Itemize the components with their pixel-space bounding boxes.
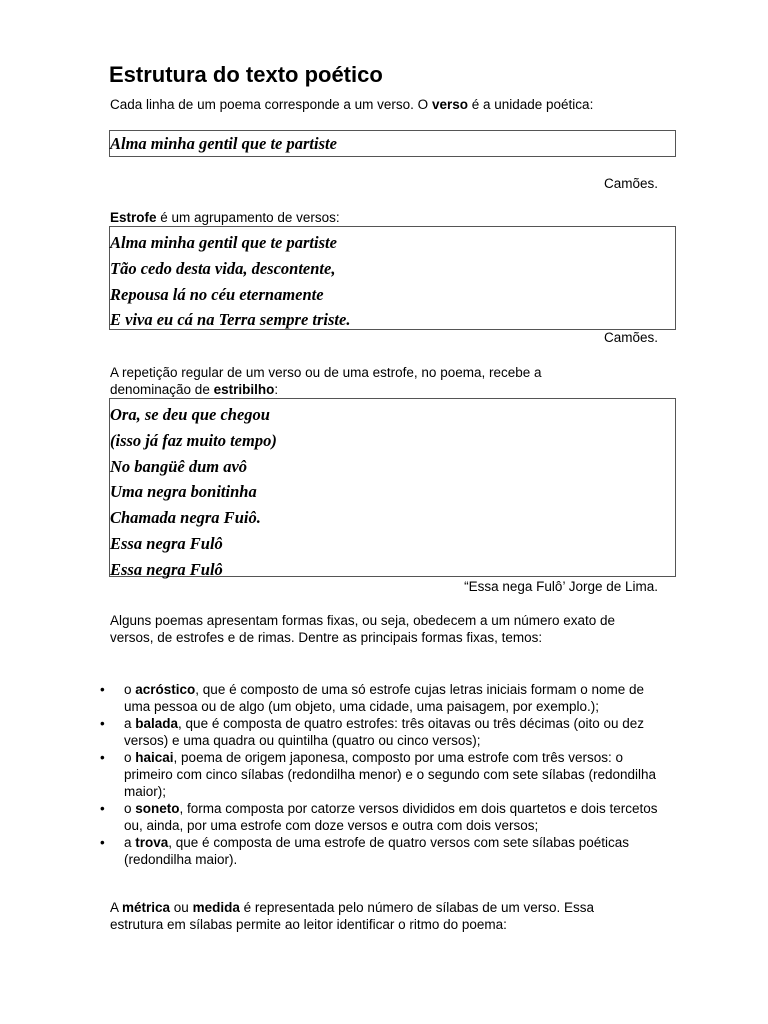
intro-paragraph: [110, 97, 610, 114]
credit-jorge-de-lima: “Essa nega Fulô’ Jorge de Lima.: [464, 579, 658, 594]
metrica-paragraph: [110, 900, 640, 933]
bullet-icon: •: [100, 716, 105, 731]
credit-camoes-1: Camões.: [603, 176, 658, 191]
bullet-icon: •: [100, 801, 105, 816]
intro-text: Cada linha de um poema corresponde a um verso. O: [110, 97, 432, 112]
estrofe-box: [109, 226, 676, 330]
item-bold: acróstico: [135, 682, 196, 697]
estribilho-box: [109, 398, 676, 577]
metrica-text: A: [110, 900, 123, 915]
estrofe-line: Repousa lá no céu eternamente: [110, 284, 324, 304]
item-post: , que é composta de quatro estrofes: três oitavas ou três décimas (oito ou dez versos) e uma quadra ou quintilha (quatro ou cinco versos);: [124, 716, 645, 748]
page-title: Estrutura do texto poético: [109, 62, 383, 87]
estribilho-line: Chamada negra Fuiô.: [110, 508, 261, 528]
item-pre: a: [124, 716, 136, 731]
estrofe-intro: [110, 210, 610, 227]
item-bold: trova: [135, 835, 169, 850]
estrofe-line: E viva eu cá na Terra sempre triste.: [110, 310, 351, 330]
item-pre: o: [124, 750, 136, 765]
estrofe-line: Tão cedo desta vida, descontente,: [110, 258, 336, 278]
item-post: , forma composta por catorze versos divididos em dois quartetos e dois tercetos ou, ainda, por uma estrofe com doze versos e outra com dois versos;: [124, 801, 658, 833]
forms-list: [100, 681, 660, 868]
formas-intro: Alguns poemas apresentam formas fixas, ou seja, obedecem a um número exato de versos, de estrofes e de rimas. Dentre as principais formas fixas, temos:: [110, 613, 616, 645]
list-item: [100, 749, 660, 800]
estrofe-text: é um agrupamento de versos:: [156, 210, 340, 225]
estribilho-lines: [110, 399, 675, 583]
item-bold: soneto: [135, 801, 180, 816]
list-item: [100, 715, 660, 749]
estrofe-line: Alma minha gentil que te partiste: [110, 233, 337, 252]
verse-example: Alma minha gentil que te partiste: [110, 134, 337, 153]
estribilho-bold: estribilho: [213, 381, 275, 397]
credit-camoes-2: Camões.: [603, 330, 658, 345]
verse-example-box: [109, 130, 676, 157]
list-item: [100, 834, 660, 868]
item-post: , que é composto de uma só estrofe cujas letras iniciais formam o nome de uma pessoa ou de algo (um objeto, uma cidade, uma paisagem, por exemplo.);: [124, 682, 645, 714]
estribilho-intro: [110, 365, 610, 398]
list-item: [100, 681, 660, 715]
list-item: [100, 800, 660, 834]
estribilho-line: Uma negra bonitinha: [110, 482, 257, 502]
item-post: , poema de origem japonesa, composto por uma estrofe com três versos: o primeiro com cinco sílabas (redondilha menor) e o segundo com sete sílabas (redondilha maior);: [124, 750, 657, 799]
estrofe-bold: Estrofe: [110, 210, 157, 225]
estribilho-line: No bangüê dum avô: [110, 456, 248, 476]
metrica-text-mid: ou: [170, 900, 193, 915]
metrica-bold-2: medida: [192, 900, 240, 915]
item-pre: a: [124, 835, 136, 850]
item-pre: o: [124, 801, 136, 816]
estribilho-line: Ora, se deu que chegou: [110, 405, 270, 424]
estribilho-text: A repetição regular de um verso ou de uma estrofe, no poema, recebe a denominação de: [110, 365, 542, 397]
item-bold: haicai: [135, 750, 174, 765]
bullet-icon: •: [100, 682, 105, 697]
estribilho-line: (isso já faz muito tempo): [110, 430, 277, 450]
estribilho-line: Essa negra Fulô: [110, 533, 223, 553]
intro-bold: verso: [431, 97, 468, 112]
estrofe-lines: [110, 227, 675, 333]
bullet-icon: •: [100, 835, 105, 850]
metrica-bold-1: métrica: [122, 900, 171, 915]
item-bold: balada: [135, 716, 179, 731]
item-pre: o: [124, 682, 136, 697]
metrica-text-end: é representada pelo número de sílabas de um verso. Essa estrutura em sílabas permite ao leitor identificar o ritmo do poema:: [110, 900, 595, 932]
intro-text-end: é a unidade poética:: [467, 97, 594, 112]
estribilho-text-end: :: [274, 381, 279, 397]
estribilho-line: Essa negra Fulô: [110, 559, 223, 579]
item-post: , que é composta de uma estrofe de quatro versos com sete sílabas poéticas (redondilha maior).: [124, 835, 630, 867]
bullet-icon: •: [100, 750, 105, 765]
